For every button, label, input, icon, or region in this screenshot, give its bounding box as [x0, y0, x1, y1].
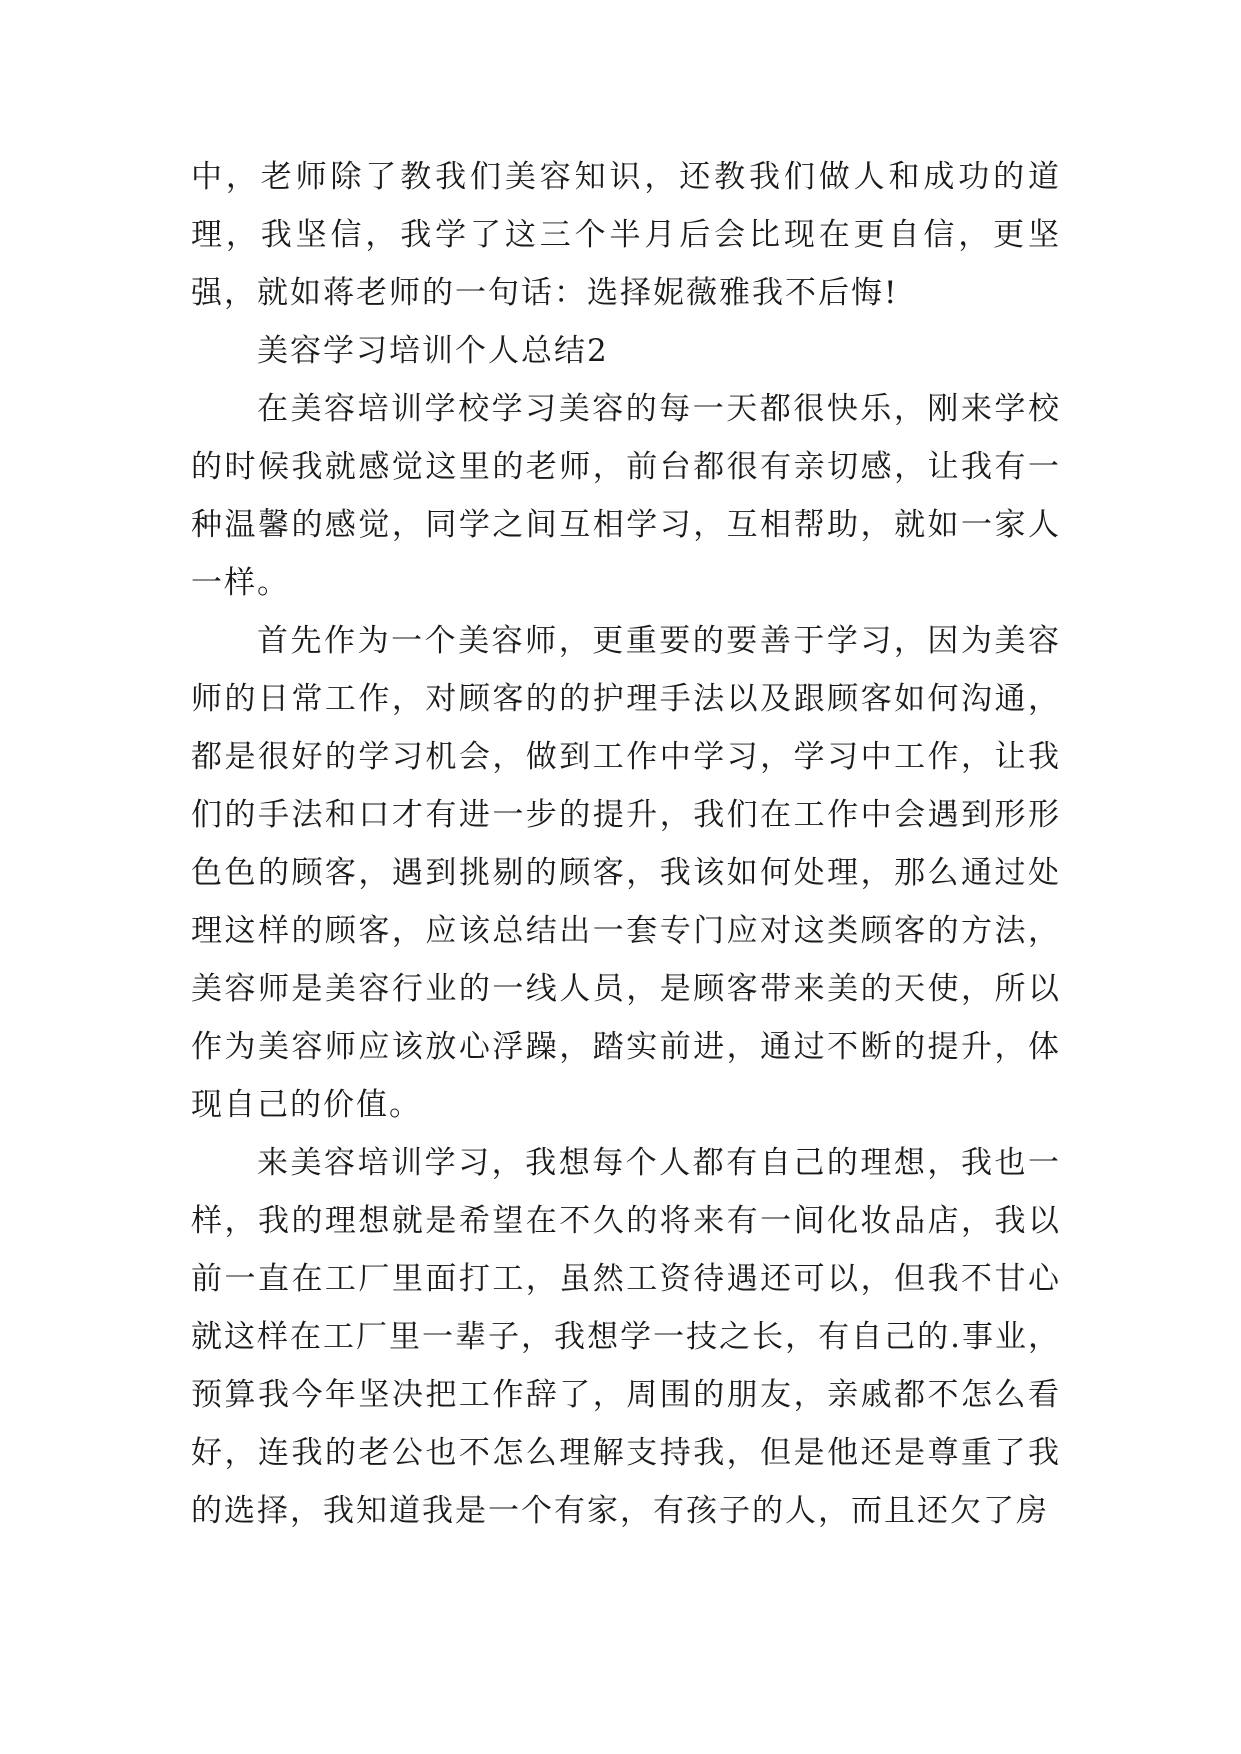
- paragraph: 在美容培训学校学习美容的每一天都很快乐，刚来学校的时候我就感觉这里的老师，前台都很有亲切感，让我有一种温馨的感觉，同学之间互相学习，互相帮助，就如一家人一样。: [191, 391, 1061, 601]
- paragraph-continuation: 中，老师除了教我们美容知识，还教我们做人和成功的道理，我坚信，我学了这三个半月后会比现在更自信，更坚强，就如蒋老师的一句话：选择妮薇雅我不后悔!: [191, 159, 1061, 311]
- section-heading: 美容学习培训个人总结2: [257, 333, 609, 369]
- paragraph: 首先作为一个美容师，更重要的要善于学习，因为美容师的日常工作，对顾客的的护理手法以及跟顾客如何沟通，都是很好的学习机会，做到工作中学习，学习中工作，让我们的手法和口才有进一步的提升，我们在工作中会遇到形形色色的顾客，遇到挑剔的顾客，我该如何处理，那么通过处理这样的顾客，应该总结出一套专门应对这类顾客的方法，美容师是美容行业的一线人员，是顾客带来美的天使，所以作为美容师应该放心浮躁，踏实前进，通过不断的提升，体现自己的价值。: [191, 623, 1061, 1123]
- document-body: [191, 148, 1061, 1540]
- paragraph: 来美容培训学习，我想每个人都有自己的理想，我也一样，我的理想就是希望在不久的将来有一间化妆品店，我以前一直在工厂里面打工，虽然工资待遇还可以，但我不甘心就这样在工厂里一辈子，我想学一技之长，有自己的.事业，预算我今年坚决把工作辞了，周围的朋友，亲戚都不怎么看好，连我的老公也不怎么理解支持我，但是他还是尊重了我的选择，我知道我是一个有家，有孩子的人，而且还欠了房: [191, 1145, 1061, 1529]
